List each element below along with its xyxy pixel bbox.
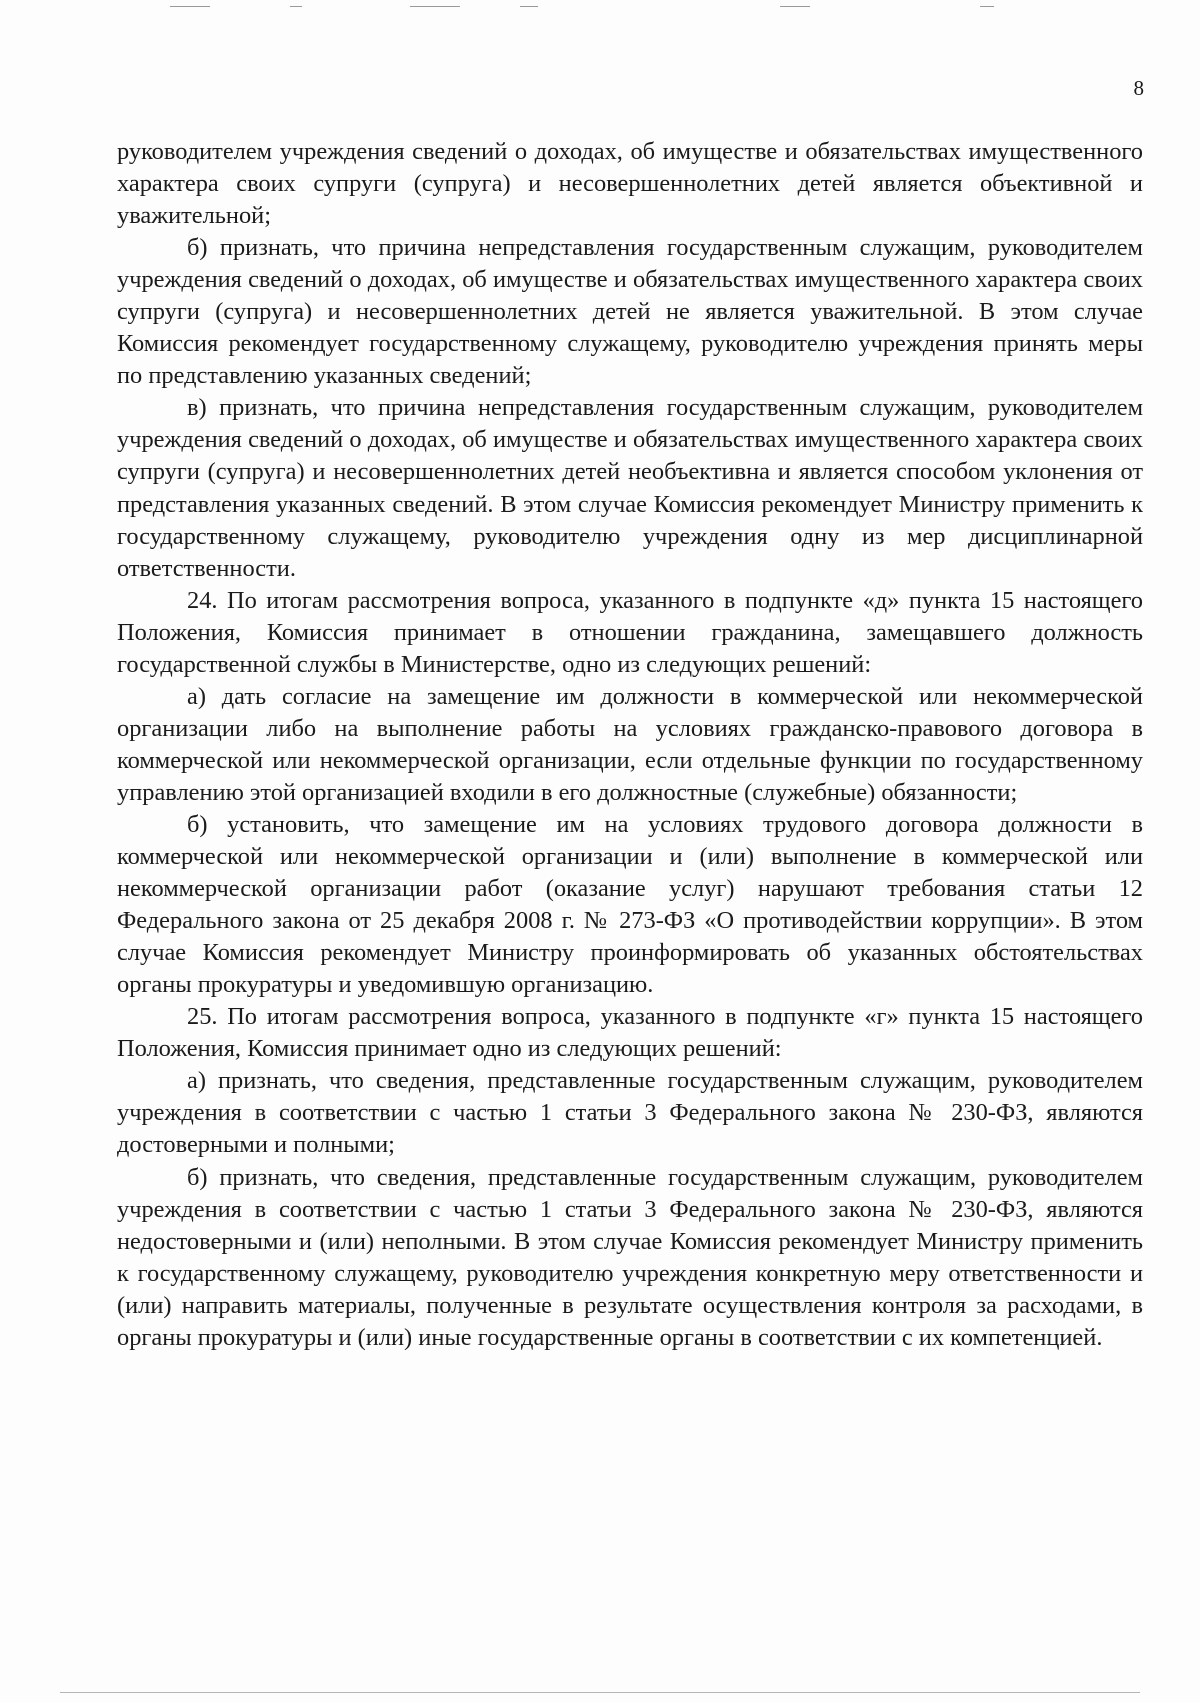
document-body [117,136,1143,1354]
paragraph-23v: в) признать, что причина непредставления государственным служащим, руководителем учреждения сведений о доходах, об имуществе и обязательствах имущественного характера своих супруги (супруга) и несовершеннолетних детей необъективна и является способом уклонения от представления указанных сведений. В этом случае Комиссия рекомендует Министру применить к государственному служащему, руководителю учреждения одну из мер дисциплинарной ответственности. [117,394,1143,582]
paragraph-continuation: руководителем учреждения сведений о доходах, об имуществе и обязательствах имущественного характера своих супруги (супруга) и несовершеннолетних детей является объективной и уважительной; [117,138,1143,230]
paragraph-24a: а) дать согласие на замещение им должности в коммерческой или некоммерческой организации либо на выполнение работы на условиях гражданско-правового договора в коммерческой или некоммерческой организации, если отдельные функции по государственному управлению этой организацией входили в его должностные (служебные) обязанности; [117,682,1143,806]
scan-top-marks [160,4,1060,10]
paragraph-25a: а) признать, что сведения, представленные государственным служащим, руководителем учреждения в соответствии с частью 1 статьи 3 Федерального закона № 230-ФЗ, являются достоверными и полными; [117,1067,1143,1159]
page-number: 8 [1133,76,1144,100]
paragraph-25: 25. По итогам рассмотрения вопроса, указанного в подпункте «г» пункта 15 настоящего Положения, Комиссия принимает одно из следующих решений: [117,1003,1143,1063]
paragraph-24b: б) установить, что замещение им на условиях трудового договора должности в коммерческой или некоммерческой организации и (или) выполнение в коммерческой или некоммерческой организации работ (оказание услуг) нарушают требования статьи 12 Федерального закона от 25 декабря 2008 г. № 273-ФЗ «О противодействии коррупции». В этом случае Комиссия рекомендует Министру проинформировать об указанных обстоятельствах органы прокуратуры и уведомившую организацию. [117,810,1143,999]
paragraph-24: 24. По итогам рассмотрения вопроса, указанного в подпункте «д» пункта 15 настоящего Положения, Комиссия принимает в отношении гражданина, замещавшего должность государственной службы в Министерстве, одно из следующих решений: [117,586,1143,678]
paragraph-23b: б) признать, что причина непредставления государственным служащим, руководителем учреждения сведений о доходах, об имуществе и обязательствах имущественного характера своих супруги (супруга) и несовершеннолетних детей не является уважительной. В этом случае Комиссия рекомендует государственному служащему, руководителю учреждения принять меры по представлению указанных сведений; [117,234,1143,390]
paragraph-25b: б) признать, что сведения, представленные государственным служащим, руководителем учреждения в соответствии с частью 1 статьи 3 Федерального закона № 230-ФЗ, являются недостоверными и (или) неполными. В этом случае Комиссия рекомендует Министру применить к государственному служащему, руководителю учреждения конкретную меру ответственности и (или) направить материалы, полученные в результате осуществления контроля за расходами, в органы прокуратуры и (или) иные государственные органы в соответствии с их компетенцией. [117,1163,1143,1351]
scan-bottom-line [60,1692,1140,1693]
